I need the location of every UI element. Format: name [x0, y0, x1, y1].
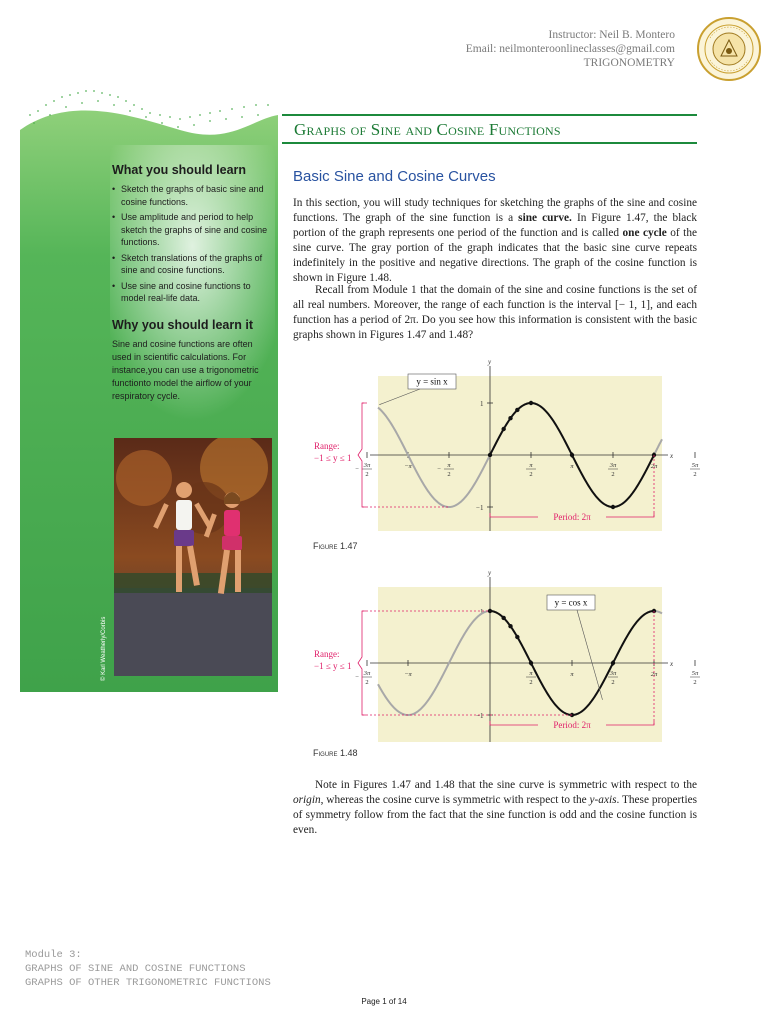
learn-item: • Use amplitude and period to help sketch the graphs of sine and cosine functions.: [112, 211, 272, 249]
module-footer: [25, 948, 271, 990]
x-tick-sign: −: [437, 466, 441, 473]
figure-1-47-sine-graph: [310, 355, 700, 535]
caption-word: Figure: [313, 748, 338, 758]
paragraph-symmetry: [293, 778, 697, 838]
figure-1-47-caption: [313, 541, 358, 551]
key-point: [611, 505, 615, 509]
x-tick-numerator: 5π: [691, 462, 699, 469]
caption-word: Figure: [313, 541, 338, 551]
y-axis-label: y: [488, 569, 492, 577]
y-axis-label: y: [488, 358, 492, 366]
learn-item: • Sketch translations of the graphs of sine and cosine functions.: [112, 252, 272, 277]
y-tick-label: 1: [480, 400, 484, 408]
text-run: , whereas the cosine curve is symmetric with respect to the: [320, 794, 590, 806]
x-tick-numerator: π: [529, 670, 533, 677]
footer-topic-1: GRAPHS OF SINE AND COSINE FUNCTIONS: [25, 963, 246, 975]
range-value: −1 ≤ y ≤ 1: [314, 661, 352, 671]
instructor-name: Instructor: Neil B. Montero: [548, 29, 675, 41]
section-heading: Basic Sine and Cosine Curves: [293, 168, 496, 185]
x-tick-numerator: 5π: [691, 670, 699, 677]
key-point: [501, 616, 505, 620]
key-point: [508, 624, 512, 628]
page-header: [466, 28, 675, 70]
x-tick-denominator: 2: [611, 679, 615, 686]
x-tick-denominator: 2: [693, 679, 697, 686]
x-tick-numerator: π: [529, 462, 533, 469]
caption-number: 1.48: [340, 748, 358, 758]
runners-photo: [114, 438, 272, 676]
figure-1-48-caption: [313, 748, 358, 758]
text-run: . These properties of symmetry follow from the fact that the sine function is odd and the cosine function is even.: [293, 794, 697, 836]
x-tick-numerator: 3π: [363, 670, 371, 677]
x-tick-numerator: 3π: [609, 670, 617, 677]
graph-background: [378, 376, 662, 531]
y-tick-label: −1: [476, 504, 484, 512]
text-run: In Figure 1.47, the black portion of the graph represents one period of the function and is called: [293, 212, 697, 239]
college-seal-logo: [696, 16, 762, 82]
x-tick-label: 2π: [650, 671, 658, 678]
x-tick-label: −π: [404, 671, 412, 678]
term-sine-curve: sine curve.: [518, 212, 572, 224]
x-tick-denominator: 2: [611, 471, 615, 478]
x-tick-numerator: 3π: [609, 462, 617, 469]
paragraph-domain-range: Recall from Module 1 that the domain of the sine and cosine functions is the set of all real numbers. Moreover, the range of each function is the interval [− 1, 1], and each function has a period of 2π. Do you see how this information is consistent with the basic graphs shown in Figures 1.47 and 1.48?: [293, 284, 697, 341]
key-point: [570, 453, 574, 457]
x-tick-denominator: 2: [447, 471, 451, 478]
key-point: [611, 661, 615, 665]
why-text: Sine and cosine functions are often used in scientific calculations. For instance,you can use a trigonometric functionto model the airflow of your respiratory cycle.: [112, 338, 259, 401]
learn-item: • Use sine and cosine functions to model real-life data.: [112, 280, 272, 305]
x-tick-sign: −: [355, 466, 359, 473]
learn-list: [112, 183, 272, 305]
caption-number: 1.47: [340, 541, 358, 551]
period-label: Period: 2π: [553, 512, 591, 522]
x-tick-label: −π: [404, 463, 412, 470]
x-axis-label: x: [670, 452, 674, 460]
title-bar: [282, 114, 697, 144]
period-label: Period: 2π: [553, 720, 591, 730]
x-tick-denominator: 2: [365, 679, 369, 686]
key-point: [515, 408, 519, 412]
x-tick-sign: −: [355, 674, 359, 681]
photo-credit: © Karl Weatherly/Corbis: [101, 616, 107, 681]
paragraph-intro: [293, 196, 697, 286]
range-value: −1 ≤ y ≤ 1: [314, 453, 352, 463]
page-number: Page 1 of 14: [361, 997, 407, 1006]
graph-background: [378, 587, 662, 742]
x-tick-label: π: [570, 463, 574, 470]
x-tick-label: 2π: [650, 463, 658, 470]
y-tick-label: 1: [480, 608, 484, 616]
x-axis-label: x: [670, 660, 674, 668]
x-tick-denominator: 2: [365, 471, 369, 478]
sidebar-text: [112, 163, 272, 403]
instructor-email: Email: neilmonteroonlineclasses@gmail.com: [465, 43, 675, 55]
range-label: Range:: [314, 649, 340, 659]
text-run: In this section, you will study techniques for sketching the graphs of the sine and cosine functions. The graph of the sine function is a: [293, 197, 697, 224]
x-tick-denominator: 2: [529, 679, 533, 686]
learn-item: • Sketch the graphs of basic sine and cosine functions.: [112, 183, 272, 208]
function-label: y = sin x: [416, 376, 448, 387]
learn-heading: What you should learn: [112, 163, 247, 177]
range-label: Range:: [314, 441, 340, 451]
footer-topic-2: GRAPHS OF OTHER TRIGONOMETRIC FUNCTIONS: [25, 977, 271, 989]
figure-1-48-cosine-graph: [310, 566, 700, 746]
x-tick-denominator: 2: [529, 471, 533, 478]
key-point: [508, 416, 512, 420]
key-point: [529, 401, 533, 405]
x-tick-numerator: π: [447, 462, 451, 469]
key-point: [529, 661, 533, 665]
term-one-cycle: one cycle: [622, 227, 667, 239]
key-point: [501, 427, 505, 431]
x-tick-label: π: [570, 671, 574, 678]
course-subject: TRIGONOMETRY: [583, 57, 675, 69]
footer-module: Module 3:: [25, 949, 82, 961]
text-run: Note in Figures 1.47 and 1.48 that the sine curve is symmetric with respect to the: [315, 779, 697, 791]
term-origin: origin: [293, 794, 321, 806]
y-tick-label: −1: [476, 712, 484, 720]
function-label: y = cos x: [554, 597, 588, 608]
page-title: Graphs of Sine and Cosine Functions: [294, 120, 561, 139]
text-run: of the sine curve. The gray portion of the graph indicates that the basic sine curve repeats indefinitely in the positive and negative directions. The graph of the cosine function is shown in Figure 1.48.: [293, 227, 697, 284]
why-heading: Why you should learn it: [112, 317, 253, 332]
key-point: [515, 635, 519, 639]
key-point: [488, 453, 492, 457]
x-tick-denominator: 2: [693, 471, 697, 478]
term-y-axis: y-axis: [589, 794, 617, 806]
x-tick-numerator: 3π: [363, 462, 371, 469]
